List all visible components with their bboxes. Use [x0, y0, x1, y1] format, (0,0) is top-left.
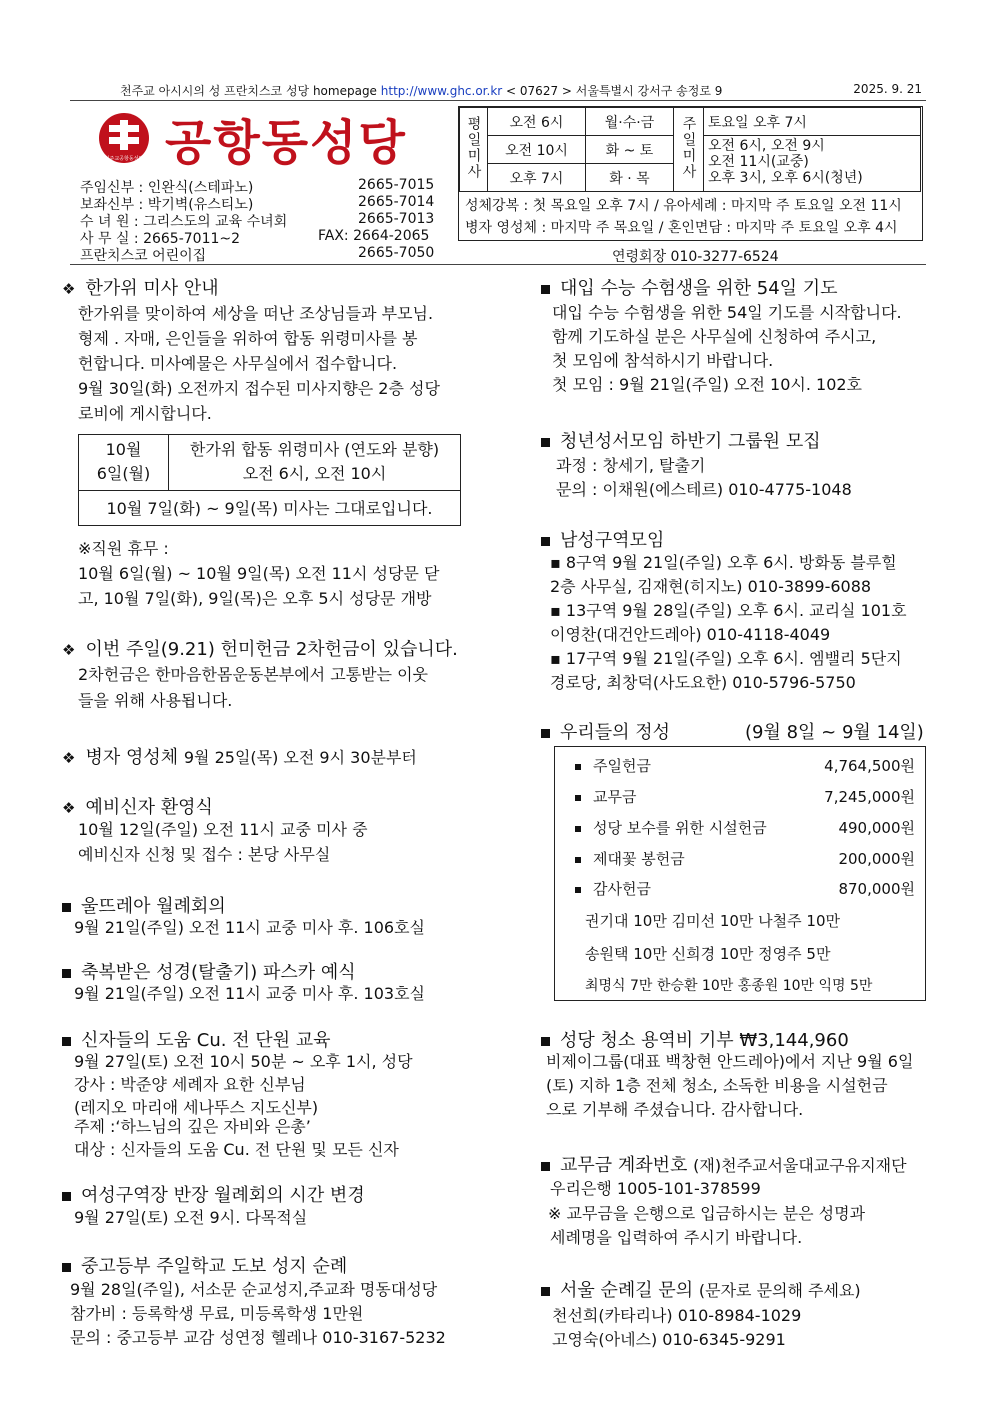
- homepage-link[interactable]: http://www.ghc.or.kr: [380, 84, 503, 98]
- address: < 07627 > 서울특별시 강서구 송정로 9: [506, 84, 723, 98]
- sunday-mass-label: 주일미사: [680, 115, 697, 180]
- offering-label: 감사헌금: [593, 880, 651, 898]
- mass-note-1: 성체강복 : 첫 목요일 오후 7시 / 유아세례 : 마지막 주 토요일 오전 11시: [465, 198, 902, 214]
- text-line: 9월 27일(토) 오전 9시. 다목적실: [74, 1208, 308, 1227]
- text-line: ※ 교무금을 은행으로 입금하시는 분은 성명과: [548, 1204, 866, 1223]
- diamond-bullet-icon: ❖: [62, 749, 76, 767]
- text-line: 세례명을 입력하여 주시기 바랍니다.: [550, 1228, 803, 1247]
- text-line: 이영찬(대건안드레아) 010-4118-4049: [550, 625, 831, 644]
- text-line: ▪ 8구역 9월 21일(주일) 오후 6시. 방화동 블루힐: [550, 553, 897, 572]
- table-desc: 한가위 합동 위령미사 (연도와 분향): [189, 440, 440, 459]
- section-women-leaders-title: [62, 1181, 365, 1207]
- offerings-box: [554, 746, 926, 1001]
- square-bullet-icon: [541, 729, 550, 738]
- offering-amount: 7,245,000원: [824, 788, 915, 806]
- text-line: ▪ 13구역 9월 28일(주일) 오후 6시. 교리실 101호: [550, 601, 907, 620]
- square-bullet-icon: [62, 903, 71, 912]
- table-date: 10월: [105, 440, 142, 459]
- section-bible-title: [62, 958, 356, 984]
- text-line: 고영숙(아네스) 010-6345-9291: [552, 1330, 786, 1349]
- staff-pastor: 주임신부 : 인완식(스테파노): [80, 180, 254, 196]
- text-line: 주제 :‘하느님의 깊은 자비와 은총’: [74, 1117, 311, 1136]
- diamond-bullet-icon: ❖: [62, 280, 76, 298]
- offering-name: [575, 817, 767, 838]
- church-name: 공항동성당: [165, 115, 407, 171]
- square-bullet-icon: [62, 1192, 71, 1201]
- offering-label: 교무금: [593, 788, 637, 806]
- weekday-days-2: 화 ~ 토: [586, 136, 674, 164]
- header-bottom-divider: [70, 264, 926, 265]
- section-title-text: 대입 수능 수험생을 위한 54일 기도: [560, 278, 838, 299]
- section-men-district-title: [541, 526, 664, 552]
- text-line: 우리은행 1005-101-378599: [550, 1179, 761, 1198]
- weekday-days-3: 화 · 목: [586, 164, 674, 192]
- section-subtitle: (문자로 문의해 주세요): [698, 1281, 861, 1300]
- section-chuseok-title: [62, 274, 219, 300]
- chuseok-mass-table: [78, 434, 461, 526]
- section-title-text: 신자들의 도움 Cu. 전 단원 교육: [81, 1030, 331, 1051]
- staff-pastor-phone: 2665-7015: [358, 177, 435, 193]
- table-desc: 오전 6시, 오전 10시: [242, 464, 387, 483]
- text-line: 2차헌금은 한마음한몸운동본부에서 고통받는 이웃: [78, 665, 429, 684]
- section-title-text: 축복받은 성경(탈출기) 파스카 예식: [81, 962, 356, 983]
- square-bullet-icon: [575, 764, 581, 770]
- text-line: 9월 21일(주일) 오전 11시 교중 미사 후. 103호실: [74, 984, 425, 1003]
- sunday-time-4: 오후 3시, 오후 6시(청년): [708, 170, 863, 186]
- text-line: ▪ 17구역 9월 21일(주일) 오후 6시. 엠밸리 5단지: [550, 649, 902, 668]
- weekday-days-1: 월·수·금: [586, 108, 674, 136]
- text-line: 들을 위해 사용됩니다.: [78, 691, 233, 710]
- section-offerings-title: [541, 718, 670, 744]
- thanks-donors-row: 최명식 7만 한승환 10만 홍종원 10만 익명 5만: [585, 978, 873, 994]
- text-line: 첫 모임 : 9월 21일(주일) 오전 10시. 102호: [552, 375, 863, 394]
- section-title-text: 남성구역모임: [560, 530, 665, 551]
- svg-text:천주교공항동성당: 천주교공항동성당: [104, 156, 144, 162]
- offering-label: 성당 보수를 위한 시설헌금: [593, 819, 767, 837]
- section-inline-text: 9월 25일(목) 오전 9시 30분부터: [183, 748, 417, 767]
- text-line: 로비에 게시합니다.: [78, 404, 212, 423]
- offering-name: [575, 755, 651, 776]
- offering-amount: 200,000원: [838, 850, 915, 868]
- text-line: 천선희(카타리나) 010-8984-1029: [552, 1306, 802, 1325]
- funeral-contact: 연령회장 010-3277-6524: [612, 249, 779, 265]
- text-line: 첫 모임에 참석하시기 바랍니다.: [552, 351, 774, 370]
- diamond-bullet-icon: ❖: [62, 799, 76, 817]
- section-title-text: 한가위 미사 안내: [85, 278, 219, 299]
- section-title-text: 여성구역장 반장 월례회의 시간 변경: [81, 1185, 365, 1206]
- text-line: ※직원 휴무 :: [78, 539, 169, 558]
- weekday-time-1: 오전 6시: [488, 108, 586, 136]
- text-line: 대상 : 신자들의 도움 Cu. 전 단원 및 모든 신자: [74, 1140, 399, 1159]
- square-bullet-icon: [575, 887, 581, 893]
- square-bullet-icon: [541, 1287, 550, 1296]
- text-line: 문의 : 중고등부 교감 성연정 헬레나 010-3167-5232: [70, 1328, 446, 1347]
- text-line: 대입 수능 수험생을 위한 54일 기도를 시작합니다.: [552, 303, 902, 322]
- section-catechumen-title: [62, 793, 213, 819]
- section-title-text: 교무금 계좌번호: [560, 1155, 688, 1176]
- offering-name: [575, 786, 636, 807]
- sunday-time-2: 오전 6시, 오전 9시: [708, 138, 825, 154]
- section-exam-prayer-title: [541, 274, 838, 300]
- thanks-donors-row: 권기대 10만 김미선 10만 나철주 10만: [585, 912, 840, 930]
- text-line: 한가위를 맞이하여 세상을 떠난 조상님들과 부모님.: [78, 304, 434, 323]
- square-bullet-icon: [575, 857, 581, 863]
- text-line: 함께 기도하실 분은 사무실에 신청하여 주시고,: [552, 327, 877, 346]
- staff-fax: FAX: 2664-2065: [318, 228, 430, 244]
- square-bullet-icon: [541, 438, 550, 447]
- table-date: 6일(월): [96, 464, 151, 483]
- bulletin-date: 2025. 9. 21: [853, 82, 922, 96]
- weekday-time-2: 오전 10시: [488, 136, 586, 164]
- text-line: 과정 : 창세기, 탈출기: [556, 456, 706, 475]
- table-note: 10월 7일(화) ~ 9일(목) 미사는 그대로입니다.: [106, 499, 433, 518]
- text-line: 고, 10월 7일(화), 9일(목)은 오후 5시 성당문 개방: [78, 589, 432, 608]
- weekday-time-3: 오후 7시: [488, 164, 586, 192]
- text-line: 9월 28일(주일), 서소문 순교성지,주교좌 명동대성당: [70, 1280, 438, 1299]
- foundation-name: (재)천주교서울대교구유지재단: [693, 1156, 907, 1175]
- square-bullet-icon: [541, 537, 550, 546]
- mass-note-2: 병자 영성체 : 마지막 주 목요일 / 혼인면담 : 마지막 주 토요일 오후 4시: [465, 220, 898, 236]
- staff-assistant: 보좌신부 : 박기벽(유스티노): [80, 197, 254, 213]
- diamond-bullet-icon: ❖: [62, 641, 76, 659]
- section-title-text: 우리들의 정성: [560, 722, 671, 743]
- section-ultreya-title: [62, 892, 226, 918]
- offering-name: [575, 878, 651, 899]
- section-legion-title: [62, 1026, 331, 1052]
- thanks-donors-row: 송원택 10만 신희경 10만 정영주 5만: [585, 945, 831, 963]
- text-line: 경로당, 최창덕(사도요한) 010-5796-5750: [550, 673, 856, 692]
- church-logo-icon: [98, 112, 150, 164]
- square-bullet-icon: [575, 795, 581, 801]
- text-line: 예비신자 신청 및 접수 : 본당 사무실: [78, 845, 331, 864]
- square-bullet-icon: [541, 285, 550, 294]
- square-bullet-icon: [62, 1263, 71, 1272]
- offerings-period: (9월 8일 ~ 9월 14일): [745, 722, 924, 743]
- text-line: 9월 30일(화) 오전까지 접수된 미사지향은 2층 성당: [78, 379, 440, 398]
- text-line: 10월 6일(월) ~ 10월 9일(목) 오전 11시 성당문 닫: [78, 564, 440, 583]
- square-bullet-icon: [541, 1162, 550, 1171]
- text-line: 형제 . 자매, 은인들을 위하여 합동 위령미사를 봉: [78, 329, 418, 348]
- section-title-text: 울뜨레아 월례회의: [81, 896, 226, 917]
- offering-label: 주일헌금: [593, 757, 651, 775]
- offering-amount: 4,764,500원: [824, 757, 915, 775]
- text-line: 강사 : 박준양 세례자 요한 신부님: [74, 1075, 306, 1094]
- mass-schedule: [458, 106, 923, 241]
- staff-assistant-phone: 2665-7014: [358, 194, 435, 210]
- offering-name: [575, 848, 685, 869]
- staff-convent-phone: 2665-7013: [358, 211, 435, 227]
- section-pilgrimage-title: [62, 1252, 347, 1278]
- header-topline: [120, 82, 722, 99]
- text-line: 비제이그룹(대표 백창현 안드레아)에서 지난 9월 6일: [546, 1052, 914, 1071]
- section-pilgrim-road-title: [541, 1276, 861, 1302]
- header-divider: [70, 100, 926, 101]
- sunday-time-3: 오전 11시(교중): [708, 154, 809, 170]
- text-line: 9월 27일(토) 오전 10시 50분 ~ 오후 1시, 성당: [74, 1052, 413, 1071]
- text-line: 문의 : 이채원(에스테르) 010-4775-1048: [556, 480, 852, 499]
- text-line: 헌합니다. 미사예물은 사무실에서 접수합니다.: [78, 354, 398, 373]
- section-title-text: 병자 영성체: [85, 747, 179, 768]
- section-youth-bible-title: [541, 427, 821, 453]
- offering-amount: 870,000원: [838, 880, 915, 898]
- section-second-collection-title: [62, 635, 458, 661]
- section-dues-account-title: [541, 1151, 907, 1177]
- offering-label: 제대꽃 봉헌금: [593, 850, 685, 868]
- section-title-text: 서울 순례길 문의: [560, 1280, 694, 1301]
- square-bullet-icon: [541, 1037, 550, 1046]
- text-line: (레지오 마리애 세나뚜스 지도신부): [74, 1098, 319, 1117]
- weekday-mass-label: 평일미사: [465, 115, 482, 180]
- section-title-text: 이번 주일(9.21) 헌미헌금 2차헌금이 있습니다.: [85, 639, 458, 660]
- text-line: 10월 12일(주일) 오전 11시 교중 미사 중: [78, 820, 368, 839]
- section-sick-communion-title: [62, 743, 417, 769]
- staff-convent: 수 녀 원 : 그리스도의 교육 수녀회: [80, 214, 288, 230]
- section-title-text: 예비신자 환영식: [85, 797, 213, 818]
- square-bullet-icon: [62, 969, 71, 978]
- text-line: 으로 기부해 주셨습니다. 감사합니다.: [546, 1100, 804, 1119]
- staff-kindergarten: 프란치스코 어린이집: [80, 248, 207, 264]
- square-bullet-icon: [575, 826, 581, 832]
- staff-kindergarten-phone: 2665-7050: [358, 245, 435, 261]
- text-line: 9월 21일(주일) 오전 11시 교중 미사 후. 106호실: [74, 918, 425, 937]
- section-title-text: 청년성서모임 하반기 그룹원 모집: [560, 431, 821, 452]
- section-title-text: 성당 청소 용역비 기부 ₩3,144,960: [560, 1030, 849, 1051]
- text-line: (토) 지하 1층 전체 청소, 소독한 비용을 시설헌금: [546, 1076, 888, 1095]
- square-bullet-icon: [62, 1037, 71, 1046]
- church-fullname: 천주교 아시시의 성 프란치스코 성당 homepage: [120, 84, 377, 98]
- section-cleaning-donation-title: [541, 1026, 849, 1052]
- section-title-text: 중고등부 주일학교 도보 성지 순례: [81, 1256, 348, 1277]
- text-line: 2층 사무실, 김재현(히지노) 010-3899-6088: [550, 577, 872, 596]
- staff-office: 사 무 실 : 2665-7011~2: [80, 231, 241, 247]
- sunday-time-1: 토요일 오후 7시: [704, 108, 921, 136]
- text-line: 참가비 : 등록학생 무료, 미등록학생 1만원: [70, 1304, 364, 1323]
- offering-amount: 490,000원: [838, 819, 915, 837]
